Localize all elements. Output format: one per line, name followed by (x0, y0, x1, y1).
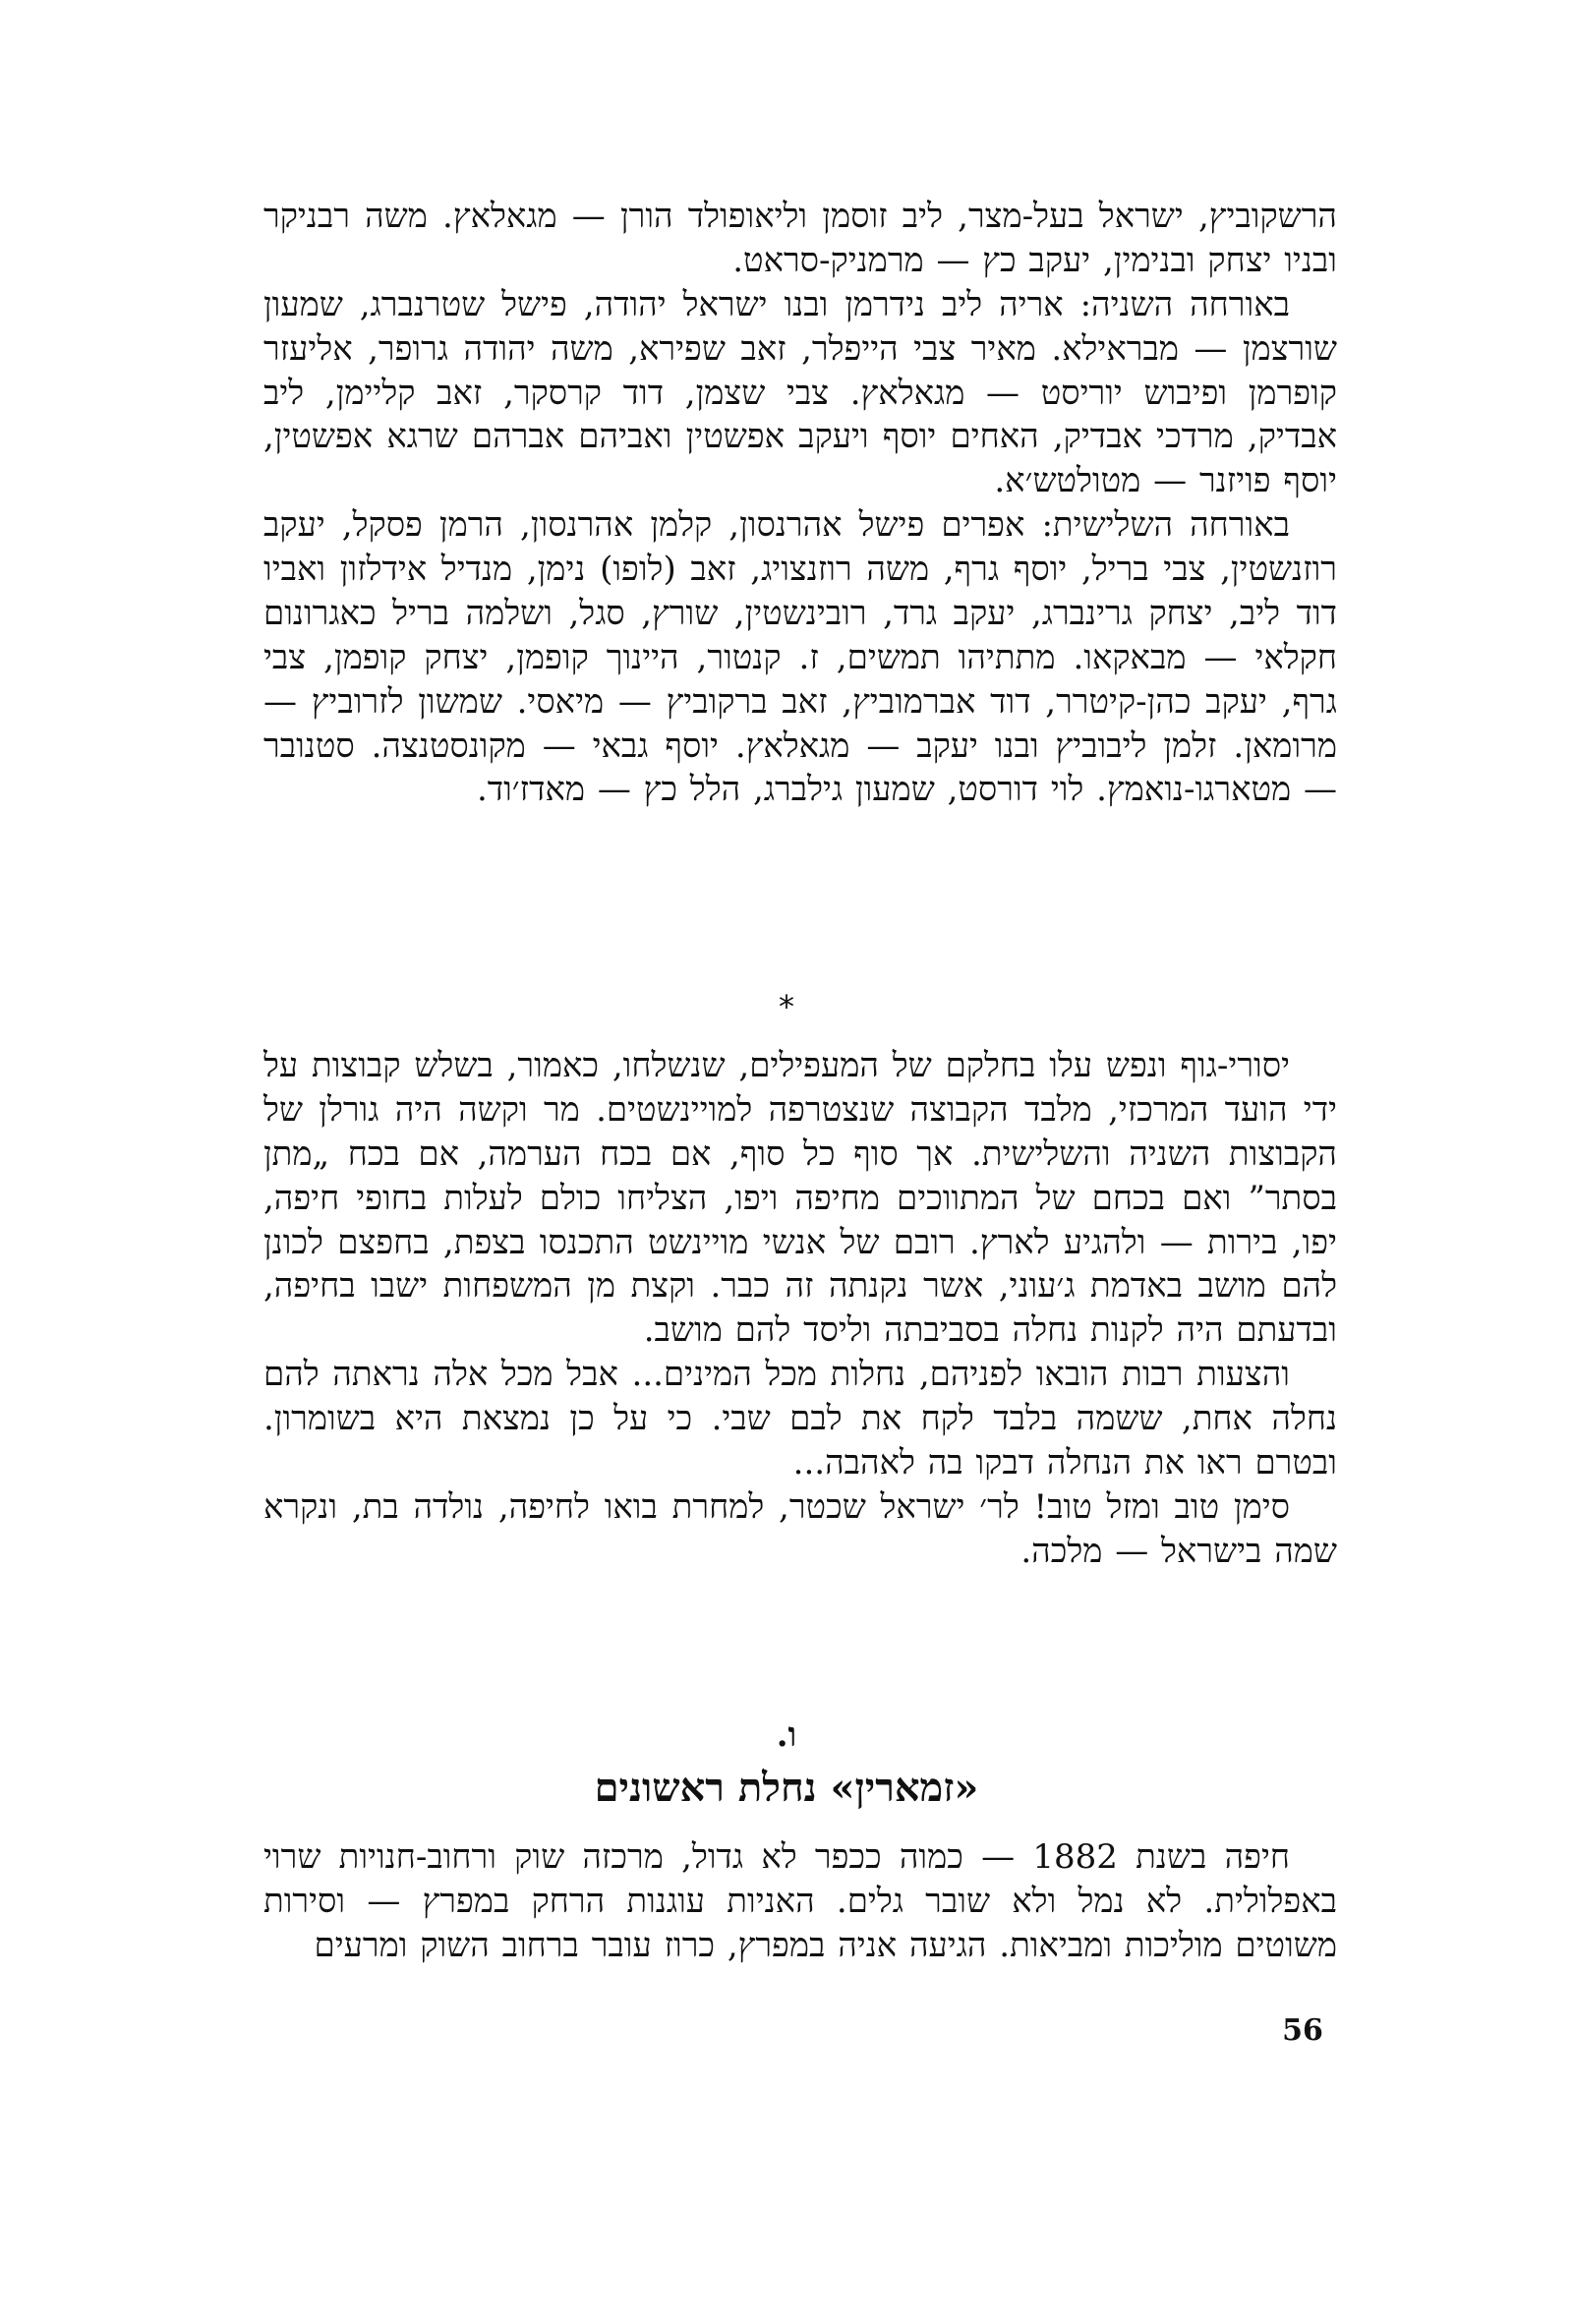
paragraph-third-convoy: באורחה השלישית: אפרים פישל אהרנסון, קלמן אהרנסון, הרמן פסקל, יעקב רוזנשטין, צבי בריל, יוסף גרף, משה רוזנצויג, זאב (לופו) נימן, מנדיל אידלזון ואביו דוד ליב, יצחק גרינברג, יעקב גרד, רובינשטין, שורץ, סגל, ושלמה בריל כאגרונום חקלאי — מבאקאו. מתתיהו תמשים, ז. קנטור, היינוך קופמן, יצחק קופמן, צבי גרף, יעקב כהן-קיטרר, דוד אברמוביץ, זאב ברקוביץ — מיאסי. שמשון לזרוביץ — מרומאן. זלמן ליבוביץ ובנו יעקב — מגאלאץ. יוסף גבאי — מקונסטנצה. סטנובר — מטארגו-נואמץ. לוי דורסט, שמעון גילברג, הלל כץ — מאדז׳וד. (263, 505, 1337, 810)
paragraph-second-convoy: באורחה השניה: אריה ליב נידרמן ובנו ישראל יהודה, פישל שטרנברג, שמעון שורצמן — מבראילא. מאיר צבי הייפלר, זאב שפירא, משה יהודה גרופר, אליעזר קופרמן ופיבוש יוריסט — מגאלאץ. צבי שצמן, דוד קרסקר, זאב קליימן, ליב אבדיק, מרדכי אבדיק, האחים יוסף ויעקב אפשטין ואביהם אברהם שרגא אפשטין, יוסף פויזנר — מטולטש׳א. (263, 284, 1337, 501)
chapter-opening-section (263, 1835, 1337, 1968)
passenger-list-section (263, 195, 1337, 812)
paragraph-haifa-1882: חיפה בשנת 1882 — כמוה ככפר לא גדול, מרכזה שוק ורחוב-חנויות שרוי באפלולית. לא נמל ולא שובר גלים. האניות עוגנות הרחק במפרץ — וסירות משוטים מוליכות ומביאות. הגיעה אניה במפרץ, כרוז עובר ברחוב השוק ומרעים (263, 1837, 1337, 1965)
paragraph-first-list: הרשקוביץ, ישראל בעל-מצר, ליב זוסמן וליאופולד הורן — מגאלאץ. משה רבניקר ובניו יצחק ובנימין, יעקב כץ — מרמניק-סראט. (263, 197, 1337, 280)
paragraph-suffering: יסורי-גוף ונפש עלו בחלקם של המעפילים, שנשלחו, כאמור, בשלש קבוצות על ידי הועד המרכזי, מלבד הקבוצה שנצטרפה למויינשטים. מר וקשה היה גורלן של הקבוצות השניה והשלישית. אך סוף כל סוף, אם בכח הערמה, אם בכח „מתן בסתר” ואם בכחם של המתווכים מחיפה ויפו, הצליחו כולם לעלות בחופי חיפה, יפו, בירות — ולהגיע לארץ. רובם של אנשי מויינשט התכנסו בצפת, בחפצם לכונן להם מושב באדמת ג׳עוני, אשר נקנתה זה כבר. וקצת מן המשפחות ישבו בחיפה, ובדעתם היה לקנות נחלה בסביבתה וליסד להם מושב. (263, 1046, 1337, 1351)
paragraph-birth: סימן טוב ומזל טוב! לר׳ ישראל שכטר, למחרת בואו לחיפה, נולדה בת, ונקרא שמה בישראל — מלכה. (263, 1486, 1337, 1571)
chapter-number: ו. (776, 1715, 797, 1755)
page-number: 56 (1282, 2013, 1323, 2048)
chapter-title: «זמארין» נחלת ראשונים (594, 1765, 979, 1811)
narrative-section (263, 1044, 1337, 1574)
paragraph-offers: והצעות רבות הובאו לפניהם, נחלות מכל המינים... אבל מכל אלה נראתה להם נחלה אחת, ששמה בלבד לקח את לבם שבי. כי על כן נמצאת היא בשומרון. ובטרם ראו את הנחלה דבקו בה לאהבה... (263, 1355, 1337, 1482)
asterisk-divider: * (779, 988, 794, 1025)
